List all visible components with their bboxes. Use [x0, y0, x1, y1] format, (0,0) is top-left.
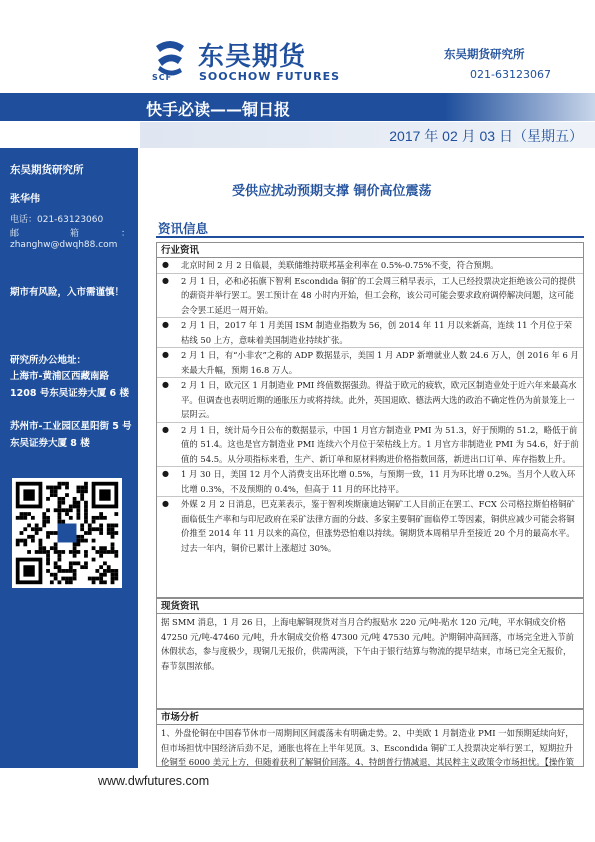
office-address-suzhou: 苏州市-工业园区星阳街 5 号东吴证券大厦 8 楼 [10, 421, 132, 449]
market-analysis-title: 市场分析 [157, 710, 583, 725]
office-address-shanghai: 上海市-黄浦区西藏南路 1208 号东吴证券大厦 6 楼 [10, 371, 129, 399]
logo-mark-icon [150, 36, 190, 76]
report-title: 快手必读——铜日报 [146, 100, 291, 119]
analyst-email[interactable]: zhanghw@dwqh88.com [10, 240, 118, 250]
title-band [0, 93, 595, 121]
sidebar [0, 148, 138, 768]
news-item: ● 2 月 1 日，有“小非农”之称的 ADP 数据显示，美国 1 月 ADP 新增就业人数 24.6 万人，创 2016 年 6 月来最大升幅，预期 16.8 万人。 [157, 348, 583, 378]
qr-code-icon [12, 478, 122, 588]
sidebar-institute: 东吴期货研究所 [10, 164, 84, 176]
company-logo [150, 36, 390, 86]
industry-news-box [156, 242, 584, 598]
logo-en-text: SOOCHOW FUTURES [199, 70, 341, 83]
headline: 受供应扰动预期支撑 铜价高位震荡 [232, 184, 432, 199]
date-band [140, 122, 595, 148]
analyst-name: 张华伟 [10, 194, 40, 205]
risk-slogan: 期市有风险，入市需谨慎！ [10, 287, 125, 298]
report-date: 2017 年 02 月 03 日（星期五） [389, 128, 583, 144]
news-item: ● 2 月 1 日，必和必拓旗下智利 Escondida 铜矿的工会周三稍早表示，工人已经投票决定拒绝该公司的提供的薪资并举行罢工。罢工预计在 48 小时内开始，但工会称，该公司可能会要求政府调停解决问题，这可能会令罢工延迟一周开始。 [157, 274, 583, 319]
news-item: ● 外媒 2 月 2 日消息，巴克莱表示，鉴于智利埃斯康迪达铜矿工人目前正在罢工、FCX 公司格拉斯伯格铜矿面临低生产率和与印尼政府在采矿法律方面的分歧、多家主要铜矿面临停工等因素，铜供应减少可能会将铜价推至 2014 年 11 月以来的高位，但涨势恐怕难以持续。铜期货本周稍早升至接近 20 个月的最高水平。过去一年内，铜价已累计上涨超过 30%。 [157, 497, 583, 555]
email-label-colon: ： [120, 229, 130, 239]
email-label [10, 226, 130, 239]
news-item: ● 北京时间 2 月 2 日临晨，美联储维持联邦基金利率在 0.5%-0.75%不变，符合预期。 [157, 258, 583, 274]
logo-scf-text: SCF [152, 73, 173, 82]
logo-cn-text: 东吴期货 [198, 42, 307, 72]
analyst-tel: 电话：021-63123060 [10, 215, 104, 225]
spot-news-box [156, 598, 584, 709]
spot-news-text: 据 SMM 消息，1 月 26 日，上海电解铜现货对当月合约报贴水 220 元/吨-贴水 120 元/吨，平水铜成交价格 47250 元/吨-47460 元/吨，升水铜成交价格 47300 元/吨 47530 元/吨。沪期铜冲高回落，市场完全进入节前休假状态，参与度极少，现铜几无报价，供需两淡，下午由于银行结算与物流的提早结束，市场已完全无报价，春节氛围浓郁。 [161, 617, 575, 671]
news-item: ● 2 月 1 日，欧元区 1 月制造业 PMI 终值数据强劲。得益于欧元的疲软，欧元区制造业处于近六年来最高水平。但调查也表明近期的通胀压力或将持续。此外，英国退欧、德法两大选的政治不确定性仍为前景笼上一层阴云。 [157, 378, 583, 423]
email-label-left: 邮 [10, 229, 20, 239]
news-item: ● 1 月 30 日，美国 12 月个人消费支出环比增 0.5%，与预期一致，11 月为环比增 0.2%。当月个人收入环比增 0.3%，不及预期的 0.4%，但高于 11 月的环比持平。 [157, 467, 583, 497]
office-title: 研究所办公地址： [10, 355, 87, 366]
section-title: 资讯信息 [158, 221, 209, 236]
industry-news-title: 行业资讯 [157, 243, 583, 258]
market-analysis-text: 1、外盘伦铜在中国春节休市一周期间区间震荡未有明确走势。2、中美欧 1 月制造业 PMI 一如预期延续向好，但市场担忧中国经济后劲不足，通胀也将在上半年见顶。3、Escondida 铜矿工人投票决定举行罢工，短期拉升伦铜至 6000 美元上方，但随着获利了解铜价回落。4、特朗普行情减退，其民粹主义政策令市场担忧。【操作策 [161, 728, 575, 767]
header-phone: 021-63123067 [470, 68, 551, 81]
news-item: ● 2 月 1 日，2017 年 1 月美国 ISM 制造业指数为 56，创 2014 年 11 月以来新高，连续 11 个月位于荣枯线 50 上方，意味着美国制造业持续扩张。 [157, 318, 583, 348]
news-item: ● 2 月 1 日，统计局今日公布的数据显示，中国 1 月官方制造业 PMI 为 51.3，好于预期的 51.2，略低于前值的 51.4。这也是官方制造业 PMI 连续六个月位于荣枯线上方。1 月官方非制造业 PMI 为 54.6，好于前值的 54.5。从分项指标来看，生产、新订单和原材料购进价格指数回落，新进出口订单、库存指数上升。 [157, 423, 583, 468]
header-institute: 东吴期货研究所 [444, 47, 525, 61]
section-rule [156, 236, 584, 238]
qr-code [12, 478, 122, 588]
spot-news-title: 现货资讯 [157, 599, 583, 614]
footer-url[interactable]: www.dwfutures.com [98, 774, 210, 788]
email-label-mid: 箱 [70, 229, 80, 239]
market-analysis-box [156, 709, 584, 767]
